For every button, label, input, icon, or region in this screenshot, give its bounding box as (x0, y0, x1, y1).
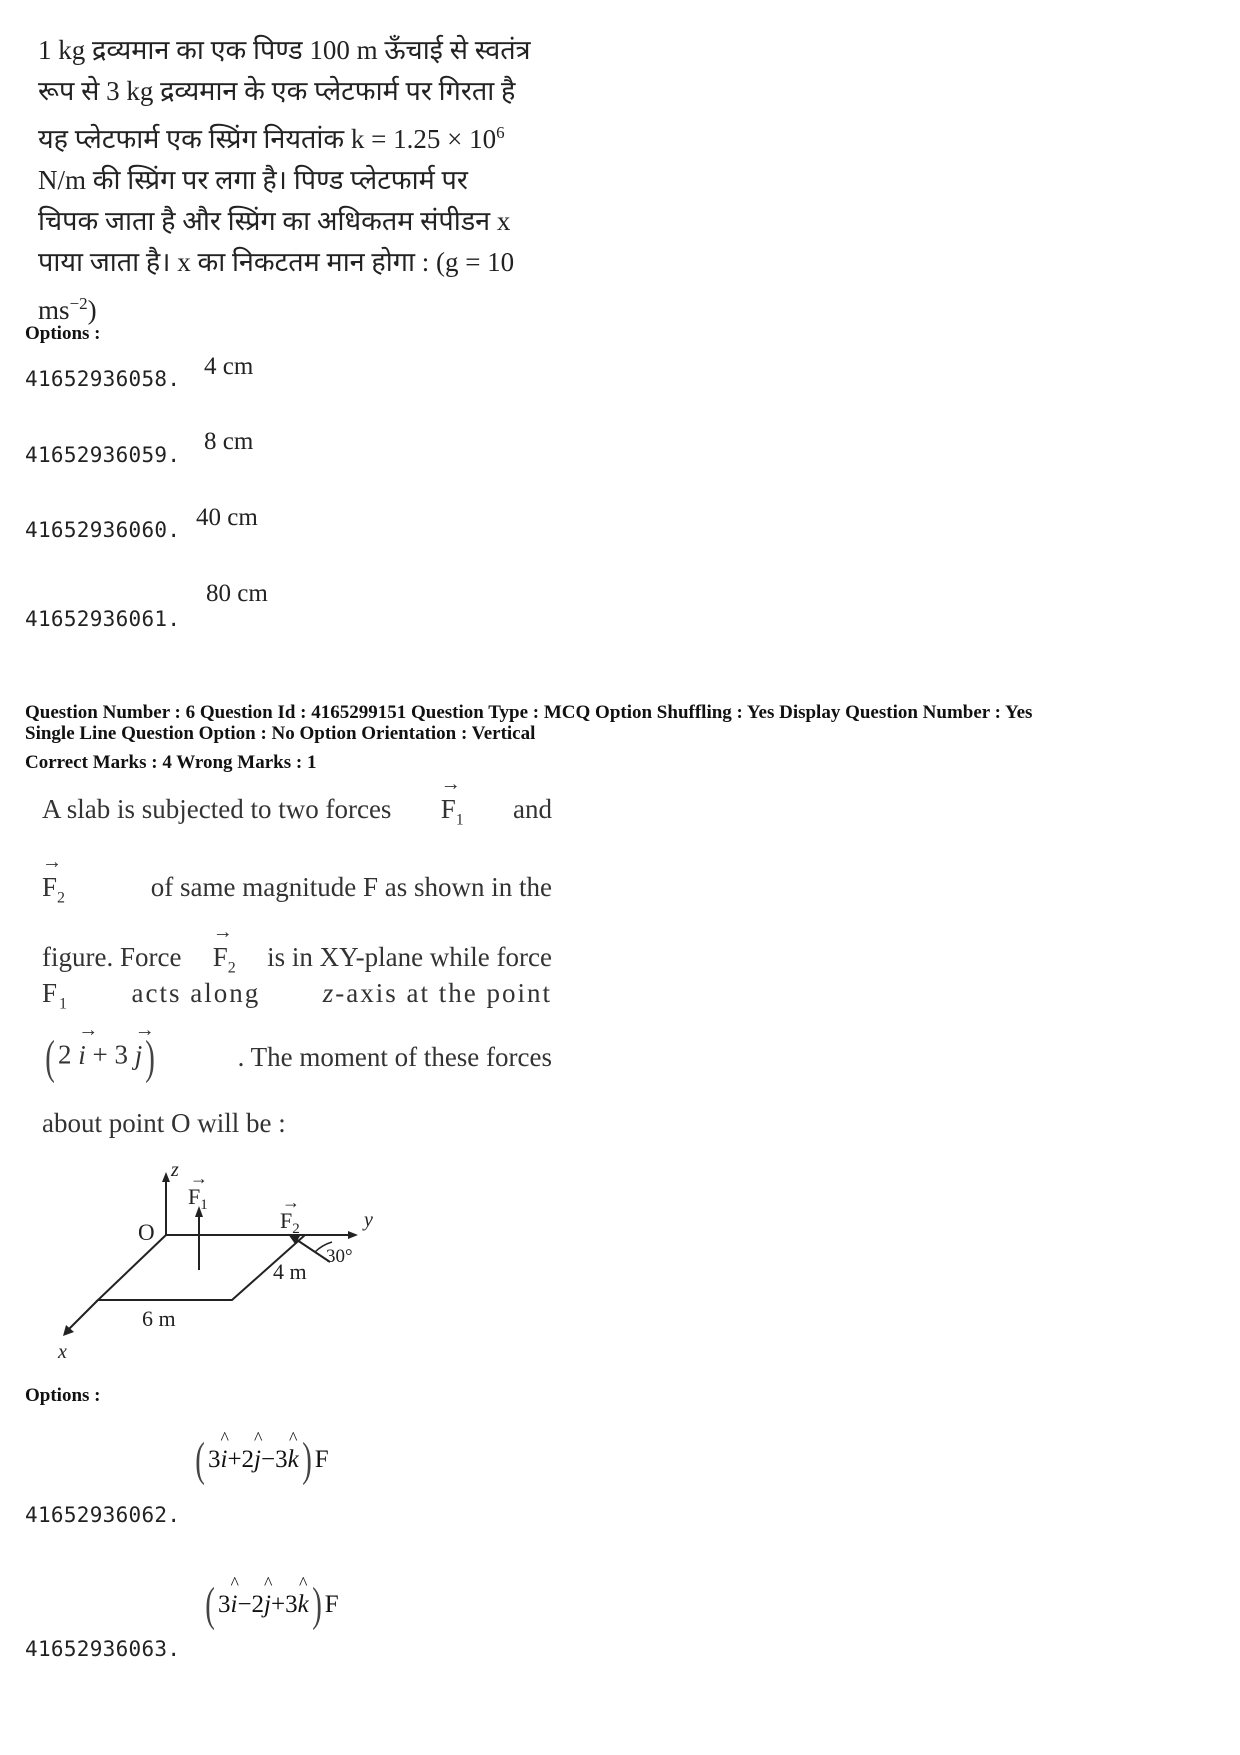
q5-option-4-value[interactable]: 80 cm (206, 580, 268, 607)
q6-slab-figure (50, 1160, 410, 1370)
q6-opt1-tail: F (314, 1445, 329, 1473)
z-axis-arrowhead (162, 1172, 170, 1182)
q6-close-paren-big: ) (145, 1031, 156, 1084)
q5-line-2: रूप से 3 kg द्रव्यमान के एक प्लेटफार्म पर गिरता है (38, 76, 516, 106)
label-y: y (364, 1209, 373, 1231)
q6-text-line-3a: figure. Force (42, 942, 182, 972)
q5-line-4: N/m की स्प्रिंग पर लगा है। पिण्ड प्लेटफार्म पर (38, 165, 468, 195)
q6-F1-plain-sub: 1 (59, 995, 70, 1013)
q6-opt2-close-paren: ) (311, 1578, 322, 1631)
label-O: O (138, 1220, 155, 1245)
label-F2-letter: F (280, 1208, 293, 1233)
label-F1-letter: F (188, 1184, 201, 1209)
q6-option-1-id: 41652936062. (25, 1503, 181, 1527)
q6-open-paren-big: ( (45, 1031, 55, 1084)
q6-text-line-2 (42, 851, 552, 907)
q6-meta-line-1: Question Number : 6 Question Id : 4165299151 Question Type : MCQ Option Shuffling : Yes Display Question Number : Yes (25, 702, 1033, 723)
q6-text-line-3b: is in XY-plane while force (267, 942, 552, 972)
q6-option-2-id: 41652936063. (25, 1637, 181, 1661)
q5-close-paren: ) (87, 295, 97, 325)
q6-opt1-op2: −3 (261, 1445, 288, 1473)
label-z: z (171, 1160, 179, 1181)
q6-text-line-3 (42, 921, 552, 977)
q5-option-1-id: 41652936058. (25, 367, 181, 391)
q6-text-line-5 (42, 1018, 552, 1085)
q6-text-vec-F2b: → $F_2$ (212, 921, 236, 977)
q5-option-3-id: 41652936060. (25, 518, 181, 542)
q6-opt2-i-hat: ^ i (230, 1572, 239, 1618)
q6-F1-letter: F (440, 794, 456, 824)
q6-F2b-letter: F (212, 942, 228, 972)
q6-opt1-u1: i (220, 1445, 228, 1473)
q6-opt2-c1: 3 (217, 1590, 231, 1618)
q6-opt2-open-paren: ( (205, 1578, 215, 1631)
q5-line-7 (38, 283, 558, 331)
q6-F1-sub: 1 (455, 811, 464, 829)
q6-F1-plain (42, 978, 69, 1013)
q5-line-3 (38, 112, 558, 160)
label-6m: 6 m (142, 1306, 176, 1331)
q6-opt2-op2: +3 (271, 1590, 298, 1618)
label-F1-sub: 1 (200, 1197, 208, 1213)
q5-option-2-id: 41652936059. (25, 443, 181, 467)
q6-vec-i: → i (78, 1018, 99, 1070)
q6-F1-plain-letter: F (42, 978, 60, 1008)
q6-text-line-4-z (323, 978, 552, 1013)
q6-text-line-1a: A slab is subjected to two forces (42, 794, 392, 824)
q6-text-line-1 (42, 773, 552, 829)
q6-opt1-u3: k (287, 1445, 299, 1473)
q6-point-plus3: + 3 (92, 1039, 128, 1070)
q5-option-2-value[interactable]: 8 cm (204, 428, 254, 455)
y-axis-arrowhead (348, 1231, 358, 1239)
q5-line-1: 1 kg द्रव्यमान का एक पिण्ड 100 m ऊँचाई से स्वतंत्र (38, 35, 531, 65)
q6-F2b-sub: 2 (227, 959, 236, 977)
q5-line-7-text: ms (38, 295, 70, 325)
q6-opt2-op1: −2 (237, 1590, 265, 1618)
label-F2-sub: 2 (292, 1221, 300, 1237)
label-4m: 4 m (273, 1259, 307, 1284)
q6-opt1-k-hat: ^ k (287, 1427, 299, 1473)
label-x: x (58, 1341, 67, 1363)
q6-text-line-2-text: of same magnitude F as shown in the (150, 872, 552, 902)
q6-opt1-j-hat: ^ j (254, 1427, 263, 1473)
q5-line-3-text: यह प्लेटफार्म एक स्प्रिंग नियतांक k = 1.25 × 10 (38, 124, 497, 154)
x-axis (68, 1300, 98, 1330)
q5-question-text (38, 30, 558, 331)
q6-text-line-4 (42, 978, 552, 1013)
q6-point-expr (42, 1018, 158, 1085)
q6-opt2-expr (217, 1572, 309, 1619)
label-F1-vecarrow: → (190, 1168, 208, 1188)
q6-text-vec-F2: → $F_2$ (42, 851, 66, 907)
q6-text-line-4a: acts along (131, 978, 261, 1008)
q6-F2-letter: F (42, 872, 58, 902)
label-F2 (280, 1208, 300, 1237)
label-F2-vecarrow: → (282, 1192, 300, 1212)
q6-z-italic: z (322, 978, 336, 1008)
q6-meta-line-2: Single Line Question Option : No Option Orientation : Vertical (25, 723, 536, 744)
q6-marks-line: Correct Marks : 4 Wrong Marks : 1 (25, 752, 317, 773)
q6-F2-sub: 2 (57, 889, 66, 907)
q6-opt1-close-paren: ) (301, 1433, 312, 1486)
q5-line-5: चिपक जाता है और स्प्रिंग का अधिकतम संपीडन x (38, 206, 511, 236)
q5-option-1-value[interactable]: 4 cm (204, 353, 254, 380)
q6-opt1-c1: 3 (207, 1445, 221, 1473)
q6-opt2-j-hat: ^ j (264, 1572, 273, 1618)
q6-text-vec-F1: → $F_1$ (440, 773, 464, 829)
q5-option-4-id: 41652936061. (25, 607, 181, 631)
q6-opt2-u3: k (297, 1590, 309, 1618)
label-F1 (188, 1184, 208, 1213)
q6-option-2-value[interactable] (202, 1572, 339, 1632)
q5-line-6: पाया जाता है। x का निकटतम मान होगा : (g = 10 (38, 247, 515, 277)
q6-opt1-open-paren: ( (195, 1433, 205, 1486)
label-angle: 30° (326, 1246, 353, 1267)
q6-opt1-op1: +2 (227, 1445, 255, 1473)
q6-text-line-6: about point O will be : (42, 1108, 286, 1138)
q6-opt1-expr (207, 1427, 299, 1474)
q6-text-line-4c: -axis at the point (335, 978, 552, 1008)
q5-exponent-6: 6 (496, 123, 505, 142)
q5-exponent-minus2: −2 (69, 294, 88, 313)
q6-j-letter: j (134, 1039, 143, 1070)
q6-opt2-u2: j (264, 1590, 271, 1618)
q6-opt1-u2: j (254, 1445, 261, 1473)
q6-opt2-u1: i (230, 1590, 238, 1618)
q5-options-label: Options : (25, 323, 101, 344)
q6-options-label: Options : (25, 1385, 101, 1406)
q6-opt1-i-hat: ^ i (220, 1427, 229, 1473)
q6-vec-j: → j (134, 1018, 155, 1070)
q6-option-1-value[interactable] (192, 1427, 329, 1487)
q6-opt2-k-hat: ^ k (297, 1572, 309, 1618)
q6-text-line-1b: and (513, 794, 552, 824)
q5-option-3-value[interactable]: 40 cm (196, 504, 258, 531)
q6-i-letter: i (78, 1039, 86, 1070)
q6-point-2: 2 (57, 1039, 72, 1070)
q6-text-line-5c: . The moment of these forces (237, 1042, 552, 1072)
q6-opt2-tail: F (324, 1590, 339, 1618)
